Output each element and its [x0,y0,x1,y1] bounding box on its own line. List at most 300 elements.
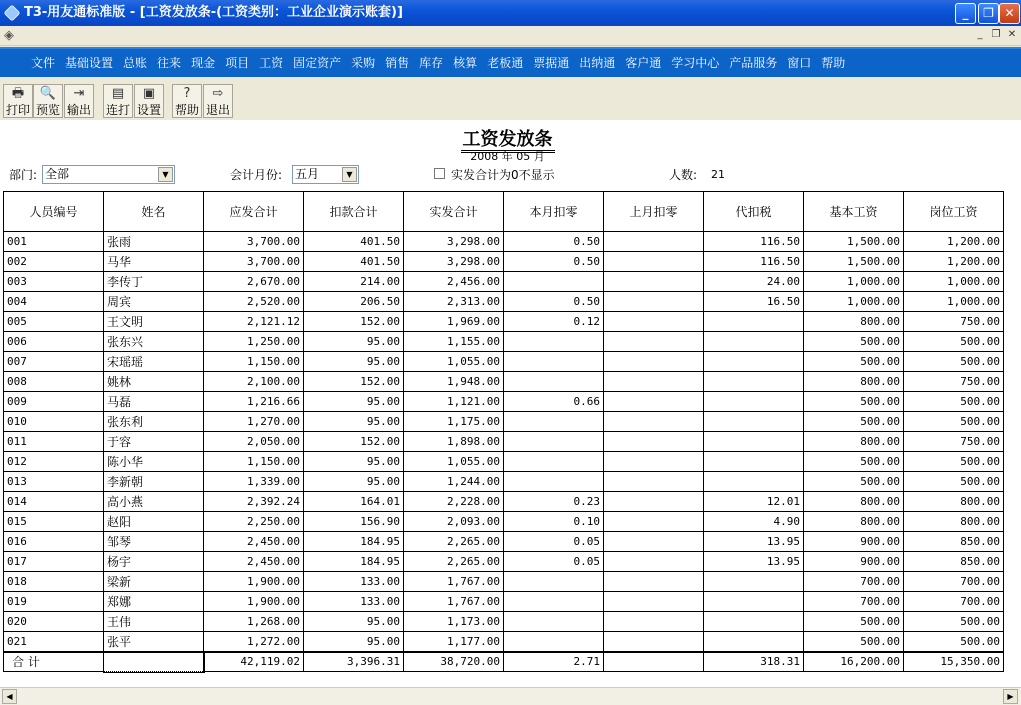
table-cell: 2,050.00 [204,432,304,452]
table-cell: 1,339.00 [204,472,304,492]
magnifier-icon: 🔍 [39,86,57,101]
table-cell: 0.50 [504,252,604,272]
menu-item[interactable]: 产品服务 [729,56,778,70]
table-cell: 95.00 [304,472,404,492]
table-row[interactable] [4,552,1004,572]
total-cell: 42,119.02 [204,652,304,672]
table-cell [704,572,804,592]
table-row[interactable] [4,272,1004,292]
table-cell: 800.00 [804,432,904,452]
table-cell [504,612,604,632]
table-cell: 116.50 [704,232,804,252]
table-cell: 1,055.00 [404,352,504,372]
table-cell: 500.00 [804,612,904,632]
table-cell: 1,216.66 [204,392,304,412]
table-cell [504,592,604,612]
total-cell: 3,396.31 [304,652,404,672]
table-cell: 2,265.00 [404,532,504,552]
table-cell: 2,100.00 [204,372,304,392]
table-cell: 015 [4,512,104,532]
table-cell: 500.00 [804,472,904,492]
total-cell: 2.71 [504,652,604,672]
table-cell [604,372,704,392]
table-cell: 1,177.00 [404,632,504,652]
table-cell: 001 [4,232,104,252]
table-cell: 1,244.00 [404,472,504,492]
table-cell: 1,055.00 [404,452,504,472]
table-cell: 2,313.00 [404,292,504,312]
table-cell [504,452,604,472]
table-cell: 700.00 [804,572,904,592]
table-row[interactable] [4,412,1004,432]
headcount-value: 21 [711,168,725,181]
table-cell: 13.95 [704,532,804,552]
table-cell: 1,500.00 [804,252,904,272]
table-cell: 宋瑶瑶 [104,352,204,372]
total-cell: 318.31 [704,652,804,672]
column-header[interactable]: 扣款合计 [304,192,404,232]
table-cell: 赵阳 [104,512,204,532]
column-header[interactable]: 人员编号 [4,192,104,232]
title-bar [0,0,1021,26]
table-cell: 16.50 [704,292,804,312]
table-cell: 500.00 [904,352,1004,372]
table-cell [604,512,704,532]
table-cell [604,392,704,412]
table-cell: 800.00 [804,372,904,392]
table-cell: 2,250.00 [204,512,304,532]
table-cell: 206.50 [304,292,404,312]
menu-item[interactable]: 窗口 [787,56,812,70]
table-cell: 016 [4,532,104,552]
table-cell: 156.90 [304,512,404,532]
table-row[interactable] [4,252,1004,272]
month-label: 会计月份: [230,168,283,182]
menu-item[interactable]: 核算 [453,56,478,70]
table-row[interactable] [4,532,1004,552]
table-cell: 152.00 [304,372,404,392]
menu-item[interactable]: 库存 [419,56,444,70]
table-cell [604,452,704,472]
print-button[interactable]: 🖶 打印 [3,84,33,118]
table-cell [604,472,704,492]
table-cell: 1,200.00 [904,252,1004,272]
table-cell: 95.00 [304,452,404,472]
table-cell: 500.00 [804,452,904,472]
table-cell: 0.05 [504,532,604,552]
settings-icon: ▣ [142,86,156,101]
table-cell [604,352,704,372]
horizontal-scrollbar[interactable] [0,687,1021,705]
table-cell: 009 [4,392,104,412]
table-cell [604,292,704,312]
table-cell: 邹琴 [104,532,204,552]
table-row[interactable] [4,492,1004,512]
exit-button[interactable]: ⇨ 退出 [203,84,233,118]
menu-item[interactable]: 客户通 [625,56,662,70]
document-icon: ◈ [4,28,14,43]
table-cell: 020 [4,612,104,632]
settings-button[interactable]: ▣ 设置 [134,84,164,118]
table-cell: 1,900.00 [204,592,304,612]
table-cell: 014 [4,492,104,512]
table-cell: 2,265.00 [404,552,504,572]
table-row[interactable] [4,292,1004,312]
report-period: 2008 年 05 月 [470,150,545,163]
table-cell: 500.00 [904,392,1004,412]
table-cell: 李传丁 [104,272,204,292]
table-row[interactable] [4,432,1004,452]
table-cell: 2,456.00 [404,272,504,292]
table-cell: 018 [4,572,104,592]
table-cell: 011 [4,432,104,452]
table-cell: 500.00 [904,332,1004,352]
table-cell: 800.00 [804,312,904,332]
dropdown-arrow-icon[interactable]: ▼ [342,167,357,182]
table-row[interactable] [4,592,1004,612]
table-cell: 马华 [104,252,204,272]
table-cell: 0.23 [504,492,604,512]
table-cell: 900.00 [804,552,904,572]
table-cell [504,272,604,292]
preview-button[interactable]: 🔍 预览 [33,84,63,118]
table-cell: 张东利 [104,412,204,432]
table-row[interactable] [4,392,1004,412]
table-cell: 006 [4,332,104,352]
column-header[interactable]: 姓名 [104,192,204,232]
table-row[interactable] [4,232,1004,252]
column-header[interactable]: 基本工资 [804,192,904,232]
table-cell: 500.00 [804,632,904,652]
table-cell: 700.00 [904,572,1004,592]
table-cell: 张东兴 [104,332,204,352]
table-cell [604,252,704,272]
table-cell: 800.00 [904,492,1004,512]
table-cell: 164.01 [304,492,404,512]
export-button[interactable]: ⇥ 输出 [64,84,94,118]
table-cell [604,312,704,332]
pages-icon: ▤ [111,86,125,101]
table-cell: 1,173.00 [404,612,504,632]
table-cell [704,312,804,332]
dept-select[interactable]: 全部 ▼ [42,165,175,184]
table-cell: 800.00 [804,512,904,532]
table-cell: 184.95 [304,532,404,552]
table-cell: 3,298.00 [404,232,504,252]
menu-bar [0,47,1021,77]
table-cell: 2,670.00 [204,272,304,292]
table-cell: 1,969.00 [404,312,504,332]
table-cell [604,532,704,552]
table-cell [704,352,804,372]
table-cell [504,412,604,432]
table-cell: 500.00 [904,612,1004,632]
table-row[interactable] [4,612,1004,632]
menu-item[interactable]: 学习中心 [671,56,720,70]
table-cell: 500.00 [804,332,904,352]
table-cell: 500.00 [904,632,1004,652]
table-cell: 梁新 [104,572,204,592]
table-cell: 116.50 [704,252,804,272]
table-cell: 95.00 [304,392,404,412]
table-cell: 24.00 [704,272,804,292]
table-cell: 0.50 [504,292,604,312]
table-cell: 214.00 [304,272,404,292]
table-cell: 12.01 [704,492,804,512]
report-area [0,121,1021,687]
table-cell: 401.50 [304,252,404,272]
total-cell: 合 计 [4,652,104,672]
table-cell: 张平 [104,632,204,652]
table-cell: 1,270.00 [204,412,304,432]
total-cell: 38,720.00 [404,652,504,672]
table-cell [704,632,804,652]
table-cell: 019 [4,592,104,612]
column-header[interactable]: 上月扣零 [604,192,704,232]
table-cell: 750.00 [904,432,1004,452]
table-cell: 010 [4,412,104,432]
table-cell: 500.00 [904,412,1004,432]
table-cell [604,612,704,632]
table-cell [604,552,704,572]
mdi-child-strip [0,26,1021,46]
table-cell: 850.00 [904,532,1004,552]
table-row[interactable] [4,372,1004,392]
table-cell [604,572,704,592]
table-cell: 周宾 [104,292,204,312]
continuous-print-button[interactable]: ▤ 连打 [103,84,133,118]
table-cell: 陈小华 [104,452,204,472]
table-cell: 95.00 [304,412,404,432]
table-cell: 1,272.00 [204,632,304,652]
menu-item[interactable]: 采购 [351,56,376,70]
table-row[interactable] [4,452,1004,472]
printer-icon: 🖶 [11,86,25,101]
table-cell: 于容 [104,432,204,452]
menu-item[interactable]: 文件 [31,56,56,70]
table-cell: 1,200.00 [904,232,1004,252]
table-cell: 1,000.00 [904,292,1004,312]
salary-table [3,191,1004,672]
table-cell: 3,700.00 [204,232,304,252]
table-cell: 1,767.00 [404,572,504,592]
table-cell: 马磊 [104,392,204,412]
table-cell [504,372,604,392]
table-cell: 1,175.00 [404,412,504,432]
table-cell [504,472,604,492]
menu-item[interactable]: 基础设置 [65,56,114,70]
table-cell: 3,700.00 [204,252,304,272]
table-cell: 0.66 [504,392,604,412]
table-cell: 95.00 [304,352,404,372]
table-row[interactable] [4,472,1004,492]
table-cell [604,412,704,432]
toolbar [0,80,1021,121]
table-cell: 姚林 [104,372,204,392]
app-icon [4,5,21,22]
report-title: 工资发放条 [0,125,1015,151]
menu-item[interactable]: 票据通 [533,56,570,70]
table-cell [504,432,604,452]
table-cell: 500.00 [904,472,1004,492]
menu-item[interactable]: 项目 [225,56,250,70]
table-cell: 2,093.00 [404,512,504,532]
column-header[interactable]: 应发合计 [204,192,304,232]
menu-item[interactable]: 出纳通 [579,56,616,70]
table-cell: 0.12 [504,312,604,332]
table-cell: 95.00 [304,612,404,632]
table-cell: 2,520.00 [204,292,304,312]
table-cell: 007 [4,352,104,372]
table-cell: 700.00 [804,592,904,612]
table-cell: 021 [4,632,104,652]
table-cell [704,612,804,632]
table-cell: 0.50 [504,232,604,252]
table-cell [504,572,604,592]
table-row[interactable] [4,572,1004,592]
menu-item[interactable]: 往来 [157,56,182,70]
table-cell: 002 [4,252,104,272]
table-cell: 1,150.00 [204,352,304,372]
table-cell [604,332,704,352]
table-cell: 008 [4,372,104,392]
menu-item[interactable]: 销售 [385,56,410,70]
total-cell: 15,350.00 [904,652,1004,672]
table-cell: 1,155.00 [404,332,504,352]
column-header[interactable]: 代扣税 [704,192,804,232]
child-close-button[interactable]: ✕ [1007,29,1017,40]
table-cell [704,372,804,392]
table-row[interactable] [4,352,1004,372]
table-cell: 高小燕 [104,492,204,512]
table-cell: 1,767.00 [404,592,504,612]
headcount-label: 人数: [669,168,698,182]
table-cell [504,632,604,652]
table-cell: 0.05 [504,552,604,572]
table-cell: 4.90 [704,512,804,532]
table-cell: 2,228.00 [404,492,504,512]
table-cell: 2,450.00 [204,532,304,552]
table-cell: 13.95 [704,552,804,572]
table-cell: 1,250.00 [204,332,304,352]
table-cell [604,432,704,452]
child-restore-button[interactable]: ❐ [991,29,1001,40]
table-row[interactable] [4,312,1004,332]
table-cell: 750.00 [904,312,1004,332]
scroll-left-icon[interactable]: ◀ [2,689,17,704]
table-cell: 500.00 [804,352,904,372]
month-select[interactable]: 五月 ▼ [292,165,359,184]
table-cell: 500.00 [804,412,904,432]
table-cell: 850.00 [904,552,1004,572]
help-button[interactable]: ? 帮助 [172,84,202,118]
help-icon: ? [183,86,191,101]
scroll-right-icon[interactable]: ▶ [1003,689,1018,704]
menu-item[interactable]: 工资 [259,56,284,70]
table-cell: 1,000.00 [904,272,1004,292]
table-cell [704,472,804,492]
table-cell: 95.00 [304,632,404,652]
table-cell: 1,121.00 [404,392,504,412]
menu-item[interactable]: 固定资产 [293,56,342,70]
table-cell: 800.00 [904,512,1004,532]
total-row [4,652,1004,672]
table-cell: 017 [4,552,104,572]
table-cell [504,332,604,352]
minimize-button[interactable]: _ [955,3,976,24]
table-cell: 012 [4,452,104,472]
table-cell: 1,268.00 [204,612,304,632]
dept-label: 部门: [9,168,38,182]
column-header[interactable]: 实发合计 [404,192,504,232]
column-header[interactable]: 本月扣零 [504,192,604,232]
table-row[interactable] [4,632,1004,652]
total-cell [104,652,204,672]
table-cell: 133.00 [304,572,404,592]
total-cell: 16,200.00 [804,652,904,672]
menu-item[interactable]: 老板通 [487,56,524,70]
table-cell: 003 [4,272,104,292]
table-cell: 401.50 [304,232,404,252]
dropdown-arrow-icon[interactable]: ▼ [158,167,173,182]
table-cell: 王伟 [104,612,204,632]
table-cell: 1,000.00 [804,292,904,312]
table-cell: 152.00 [304,432,404,452]
table-row[interactable] [4,512,1004,532]
table-cell: 1,150.00 [204,452,304,472]
table-cell [604,592,704,612]
menu-item[interactable]: 帮助 [821,56,846,70]
table-cell: 郑娜 [104,592,204,612]
table-cell: 95.00 [304,332,404,352]
table-row[interactable] [4,332,1004,352]
table-cell [704,432,804,452]
table-cell [704,332,804,352]
table-cell [604,632,704,652]
table-cell: 杨宇 [104,552,204,572]
close-button[interactable]: ✕ [999,3,1020,24]
menu-item[interactable]: 总账 [123,56,148,70]
total-cell [604,652,704,672]
table-cell: 1,900.00 [204,572,304,592]
table-cell: 004 [4,292,104,312]
child-minimize-button[interactable]: _ [977,29,983,40]
table-cell: 700.00 [904,592,1004,612]
restore-button[interactable]: ❐ [978,3,999,24]
table-cell: 0.10 [504,512,604,532]
table-cell: 013 [4,472,104,492]
table-cell: 800.00 [804,492,904,512]
table-cell: 李新朝 [104,472,204,492]
table-cell: 3,298.00 [404,252,504,272]
table-cell [504,352,604,372]
table-cell: 900.00 [804,532,904,552]
export-icon: ⇥ [73,86,85,101]
table-cell: 152.00 [304,312,404,332]
table-cell: 1,898.00 [404,432,504,452]
column-header[interactable]: 岗位工资 [904,192,1004,232]
menu-item[interactable]: 现金 [191,56,216,70]
table-cell: 133.00 [304,592,404,612]
table-cell: 1,500.00 [804,232,904,252]
table-cell: 2,121.12 [204,312,304,332]
table-cell [704,412,804,432]
table-cell: 005 [4,312,104,332]
table-cell: 2,450.00 [204,552,304,572]
table-cell [704,452,804,472]
hide-zero-checkbox[interactable] [434,168,445,179]
table-cell [604,272,704,292]
